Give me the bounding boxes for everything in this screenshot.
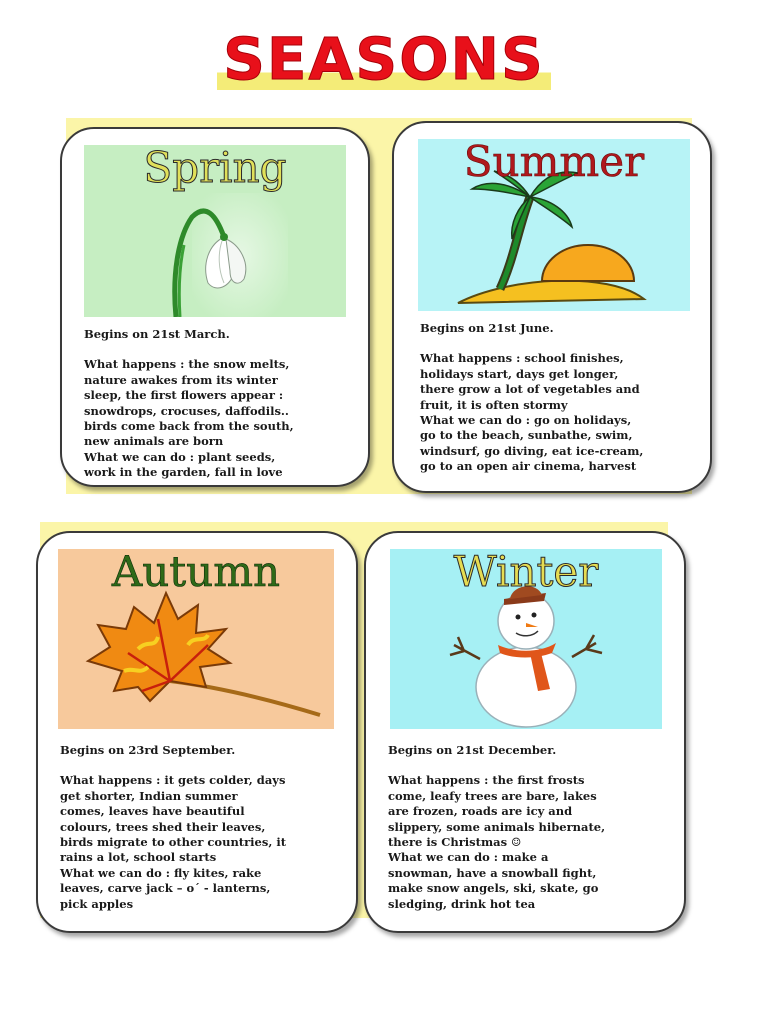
season-name-winter: Winter — [453, 549, 599, 596]
spring-text — [84, 327, 370, 481]
summer-text — [420, 321, 710, 475]
winter-what-we-can-do: What we can do : make a snowman, have a snowball fight, make snow angels, ski, skate, go sledging, drink hot tea — [388, 850, 599, 911]
season-card-autumn — [36, 531, 358, 933]
spring-picture — [84, 145, 346, 317]
summer-what-we-can-do: What we can do : go on holidays, go to the beach, sunbathe, swim, windsurf, go diving, eat ice-cream, go to an open air cinema, harvest — [420, 413, 644, 474]
autumn-picture — [58, 549, 334, 729]
season-name-spring: Spring — [143, 145, 287, 192]
season-card-spring — [60, 127, 370, 487]
spring-begins: Begins on 21st March. — [84, 327, 230, 341]
autumn-what-we-can-do: What we can do : fly kites, rake leaves, carve jack – o´ - lanterns, pick apples — [60, 865, 271, 911]
season-card-winter — [364, 531, 686, 933]
winter-picture — [390, 549, 662, 729]
summer-begins: Begins on 21st June. — [420, 321, 554, 335]
winter-text — [388, 743, 678, 912]
autumn-begins: Begins on 23rd September. — [60, 743, 236, 757]
summer-what-happens: What happens : school finishes, holidays start, days get longer, there grow a lot of vegetables and fruit, it is often stormy — [420, 351, 640, 412]
title-container — [0, 25, 768, 93]
autumn-text — [60, 743, 350, 912]
autumn-what-happens: What happens : it gets colder, days get shorter, Indian summer comes, leaves have beautiful colours, trees shed their leaves, birds migrate to other countries, it rains a lot, school starts — [60, 773, 287, 865]
season-name-summer: Summer — [463, 139, 645, 186]
season-name-autumn: Autumn — [111, 549, 281, 596]
summer-picture — [418, 139, 690, 311]
spring-what-we-can-do: What we can do : plant seeds, work in the garden, fall in love — [84, 449, 283, 480]
page-title: SEASONS — [217, 28, 551, 90]
winter-begins: Begins on 21st December. — [388, 743, 557, 757]
spring-what-happens: What happens : the snow melts, nature awakes from its winter sleep, the first flowers appear : snowdrops, crocuses, daffodils.. birds come back from the south, new animals are born — [84, 357, 294, 449]
winter-what-happens: What happens : the first frosts come, leafy trees are bare, lakes are frozen, roads are icy and slippery, some animals hibernate, there is Christmas ☺ — [388, 773, 606, 850]
season-card-summer — [392, 121, 712, 493]
